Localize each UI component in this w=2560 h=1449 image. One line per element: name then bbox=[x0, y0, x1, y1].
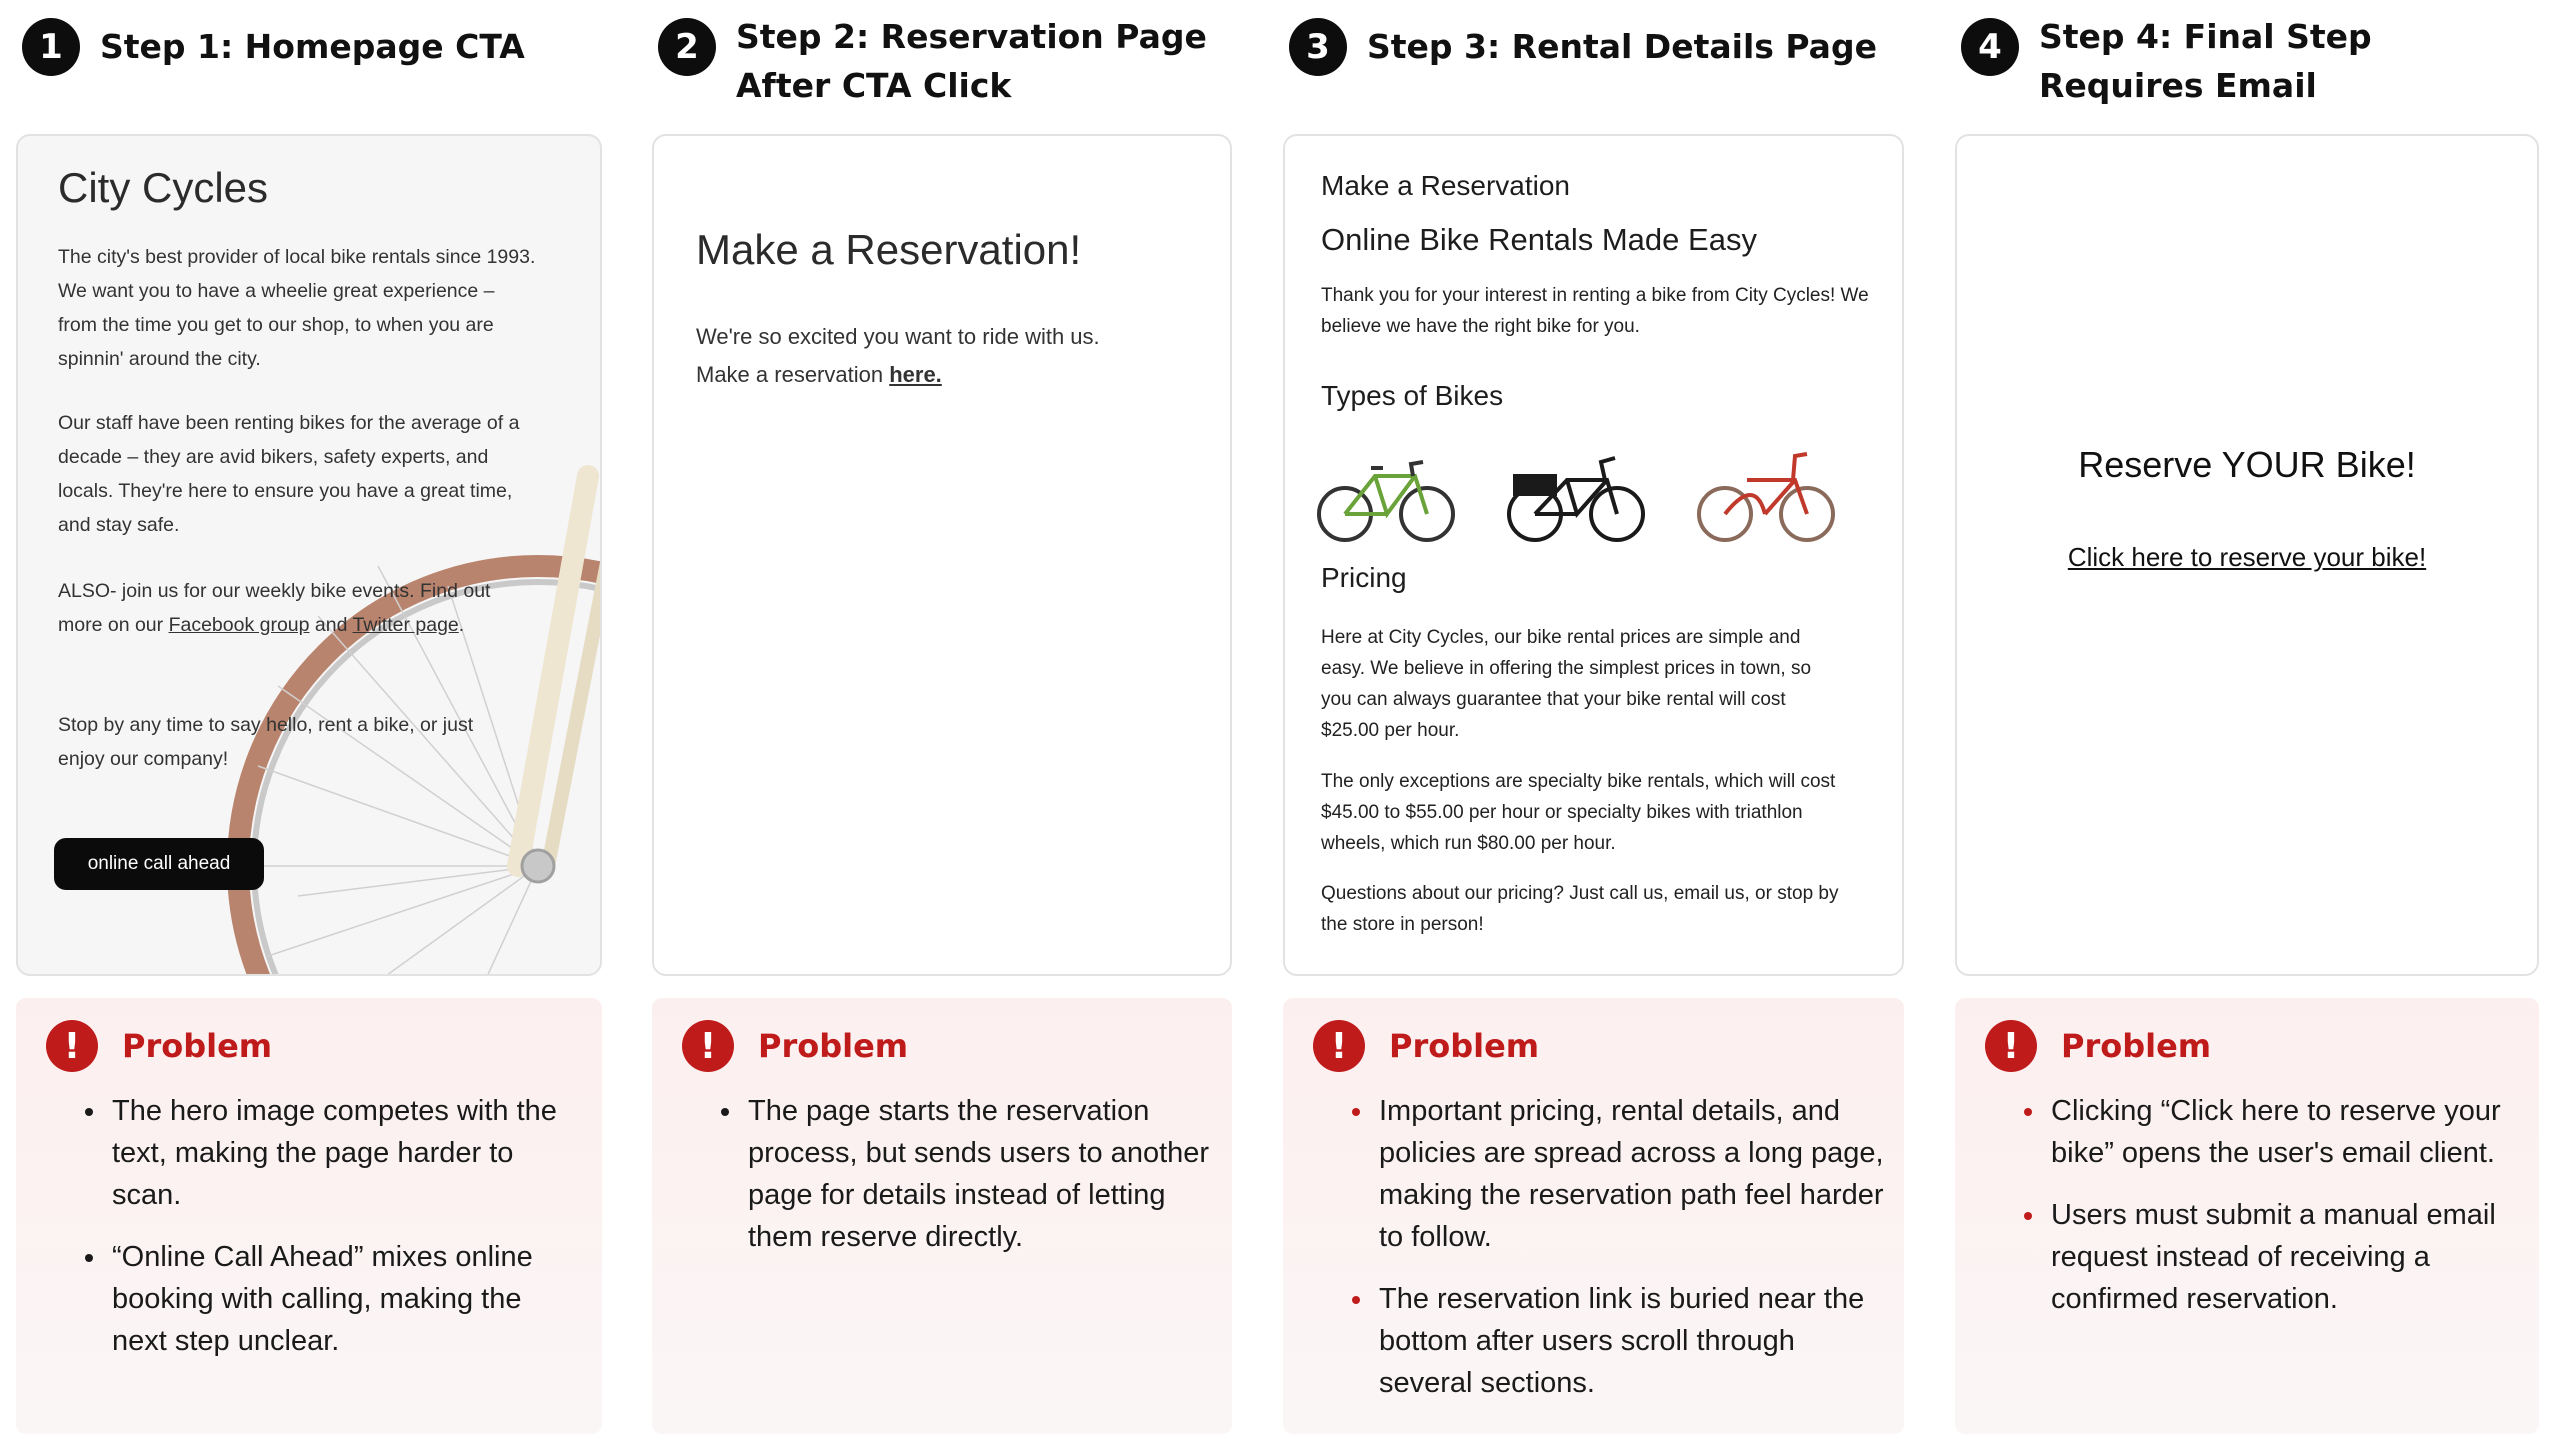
brand-name: City Cycles bbox=[58, 164, 269, 211]
here-link[interactable]: here. bbox=[889, 362, 942, 387]
problem-bullet: • The hero image competes with the text, making the page harder to scan. bbox=[108, 1090, 582, 1216]
step-2-number-badge: 2 bbox=[658, 18, 716, 76]
rental-details-card bbox=[1283, 134, 1904, 976]
staff-paragraph: Our staff have been renting bikes for the average of a decade – they are avid bikers, safety experts, and locals. They're here to ensure you have a great time, and stay safe. bbox=[58, 412, 520, 536]
excited-line: We're so excited you want to ride with us. bbox=[696, 324, 1100, 349]
step-3-problem-panel bbox=[1283, 998, 1904, 1434]
reserve-your-bike-heading: Reserve YOUR Bike! bbox=[2078, 444, 2416, 485]
step-3-header bbox=[1289, 18, 1904, 118]
pricing-paragraph-1: Here at City Cycles, our bike rental prices are simple and easy. We believe in offering the simplest prices in town, so you can always guarantee that your bike rental will cost $25.00 per hour. bbox=[1321, 627, 1812, 741]
problem-list bbox=[1993, 1090, 2519, 1340]
homepage-screenshot-card bbox=[16, 134, 602, 976]
step-4-header bbox=[1961, 18, 2539, 118]
problem-label: Problem bbox=[2061, 1027, 2212, 1065]
problem-bullet: • The page starts the reservation process, but sends users to another page for details instead of letting them reserve directly. bbox=[744, 1090, 1212, 1258]
red-bike-icon bbox=[1699, 454, 1833, 540]
online-rentals-subtitle: Online Bike Rentals Made Easy bbox=[1321, 222, 1757, 257]
step-1-number-badge: 1 bbox=[22, 18, 80, 76]
step-4-problem-panel bbox=[1955, 998, 2539, 1434]
facebook-group-link[interactable]: Facebook group bbox=[168, 614, 310, 636]
warning-exclamation-icon: ! bbox=[1985, 1020, 2037, 1072]
types-of-bikes-heading: Types of Bikes bbox=[1321, 380, 1504, 411]
step-4-title: Step 4: Final Step Requires Email bbox=[2039, 17, 2372, 105]
warning-exclamation-icon: ! bbox=[682, 1020, 734, 1072]
black-bike-icon bbox=[1509, 458, 1643, 540]
step-1-title: Step 1: Homepage CTA bbox=[100, 27, 525, 66]
warning-exclamation-icon: ! bbox=[46, 1020, 98, 1072]
events-text-mid: and bbox=[309, 614, 353, 636]
problem-bullet: • “Online Call Ahead” mixes online booking with calling, making the next step unclear. bbox=[108, 1236, 582, 1362]
step-3-title: Step 3: Rental Details Page bbox=[1367, 27, 1877, 66]
problem-list bbox=[690, 1090, 1212, 1278]
pricing-questions-paragraph: Questions about our pricing? Just call us, email us, or stop by the store in person! bbox=[1321, 883, 1839, 935]
intro-paragraph: The city's best provider of local bike rentals since 1993. We want you to have a wheelie great experience – from the time you get to our shop, to when you are spinnin' around the city. bbox=[58, 246, 536, 370]
make-reservation-line bbox=[696, 356, 1100, 394]
warning-exclamation-icon: ! bbox=[1313, 1020, 1365, 1072]
reservation-page-card bbox=[652, 134, 1232, 976]
events-text-suffix: . bbox=[458, 614, 465, 636]
step-4-number-badge: 4 bbox=[1961, 18, 2019, 76]
problem-label: Problem bbox=[1389, 1027, 1540, 1065]
events-text-prefix: ALSO- join us for our weekly bike events. Find out more on our bbox=[58, 580, 491, 636]
problem-list bbox=[54, 1090, 582, 1382]
final-step-card bbox=[1955, 134, 2539, 976]
thank-you-paragraph: Thank you for your interest in renting a bike from City Cycles! We believe we have the right bike for you. bbox=[1321, 285, 1869, 337]
problem-bullet: • Users must submit a manual email request instead of receiving a confirmed reservation. bbox=[2047, 1194, 2519, 1320]
problem-list bbox=[1321, 1090, 1884, 1424]
problem-label: Problem bbox=[758, 1027, 909, 1065]
bike-types-row bbox=[1315, 436, 1875, 556]
step-2-problem-panel bbox=[652, 998, 1232, 1434]
problem-bullet: • Important pricing, rental details, and policies are spread across a long page, making the reservation path feel harder to follow. bbox=[1375, 1090, 1884, 1258]
green-bike-icon bbox=[1319, 462, 1453, 540]
events-paragraph bbox=[58, 574, 538, 642]
pricing-heading: Pricing bbox=[1321, 562, 1407, 593]
pricing-paragraph-2: The only exceptions are specialty bike rentals, which will cost $45.00 to $55.00 per hour or specialty bikes with triathlon wheels, which run $80.00 per hour. bbox=[1321, 771, 1836, 854]
problem-label: Problem bbox=[122, 1027, 273, 1065]
problem-bullet: • The reservation link is buried near the bottom after users scroll through several sections. bbox=[1375, 1278, 1884, 1404]
make-reservation-title: Make a Reservation bbox=[1321, 170, 1571, 201]
step-1-problem-panel bbox=[16, 998, 602, 1434]
step-1-header bbox=[22, 18, 602, 118]
step-3-number-badge: 3 bbox=[1289, 18, 1347, 76]
reserve-your-bike-link[interactable]: Click here to reserve your bike! bbox=[2067, 542, 2427, 572]
step-2-title: Step 2: Reservation Page After CTA Click bbox=[736, 17, 1207, 105]
problem-bullet: • Clicking “Click here to reserve your bike” opens the user's email client. bbox=[2047, 1090, 2519, 1174]
online-call-ahead-button[interactable]: online call ahead bbox=[54, 838, 264, 890]
make-reservation-prefix: Make a reservation bbox=[696, 362, 890, 387]
visit-paragraph: Stop by any time to say hello, rent a bike, or just enjoy our company! bbox=[58, 714, 474, 770]
reservation-heading: Make a Reservation! bbox=[696, 226, 1082, 273]
twitter-page-link[interactable]: Twitter page bbox=[352, 614, 459, 636]
reservation-text bbox=[696, 318, 1100, 394]
step-2-header bbox=[658, 18, 1232, 118]
